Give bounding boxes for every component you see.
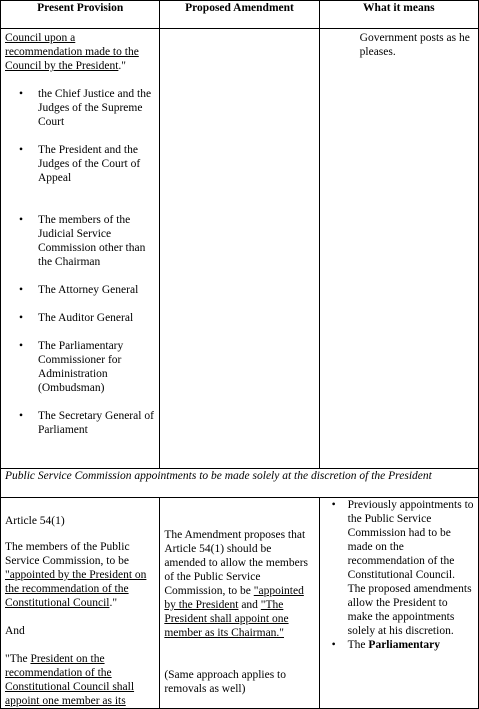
present-paragraph-2: "The President on the recommendation of the Constitutional Council shall appoint one member as its — [5, 653, 135, 707]
list-item: • The President and the Judges of the Court of Appeal — [5, 143, 155, 185]
list-item: • The Attorney General — [5, 283, 155, 297]
list-item: • The Parliamentary — [324, 638, 474, 652]
proposed-amendment-cell — [160, 29, 319, 469]
list-item: • the Chief Justice and the Judges of the Supreme Court — [5, 87, 155, 129]
header-proposed-amendment: Proposed Amendment — [160, 1, 319, 29]
proposed-amendment-cell — [160, 498, 319, 709]
proposed-note: (Same approach applies to removals as well) — [164, 669, 286, 695]
list-item: • The Parliamentary Commissioner for Administration (Ombudsman) — [5, 339, 155, 395]
proposed-paragraph: The Amendment proposes that Article 54(1) should be amended to allow the members of the Public Service Commission, to be "appointed by the President and "The President shall appoint one member as its Chairman." — [164, 529, 309, 639]
header-row — [1, 1, 479, 29]
what-it-means-cell — [319, 498, 478, 709]
list-item: • The Secretary General of Parliament — [5, 409, 155, 437]
appointees-list — [5, 87, 155, 437]
present-provision-cell — [1, 29, 160, 469]
and-text: And — [5, 625, 25, 637]
header-present-provision: Present Provision — [1, 1, 160, 29]
header-what-it-means: What it means — [319, 1, 478, 29]
present-intro-tail: ." — [118, 60, 126, 72]
present-intro — [5, 31, 155, 73]
banner-row — [1, 469, 479, 498]
table-row — [1, 29, 479, 469]
present-provision-cell — [1, 498, 160, 709]
list-item: • The members of the Judicial Service Commission other than the Chairman — [5, 213, 155, 269]
list-item: • The Auditor General — [5, 311, 155, 325]
present-paragraph-1: The members of the Public Service Commission, to be "appointed by the President on the recommendation of the Constitutional Council." — [5, 541, 147, 609]
means-text: Government posts as he pleases. — [359, 32, 470, 58]
present-intro-underlined: Council upon a recommendation made to the Council by the President — [5, 32, 139, 72]
article-label: Article 54(1) — [5, 515, 65, 527]
means-list — [324, 498, 474, 652]
table-row — [1, 498, 479, 709]
section-banner: Public Service Commission appointments to be made solely at the discretion of the President — [1, 469, 479, 498]
list-item: • Previously appointments to the Public Service Commission had to be made on the recommendation of the Constitutional Council. The proposed amendments allow the President to make the appointments solely at his discretion. — [324, 498, 474, 638]
what-it-means-cell — [319, 29, 478, 469]
